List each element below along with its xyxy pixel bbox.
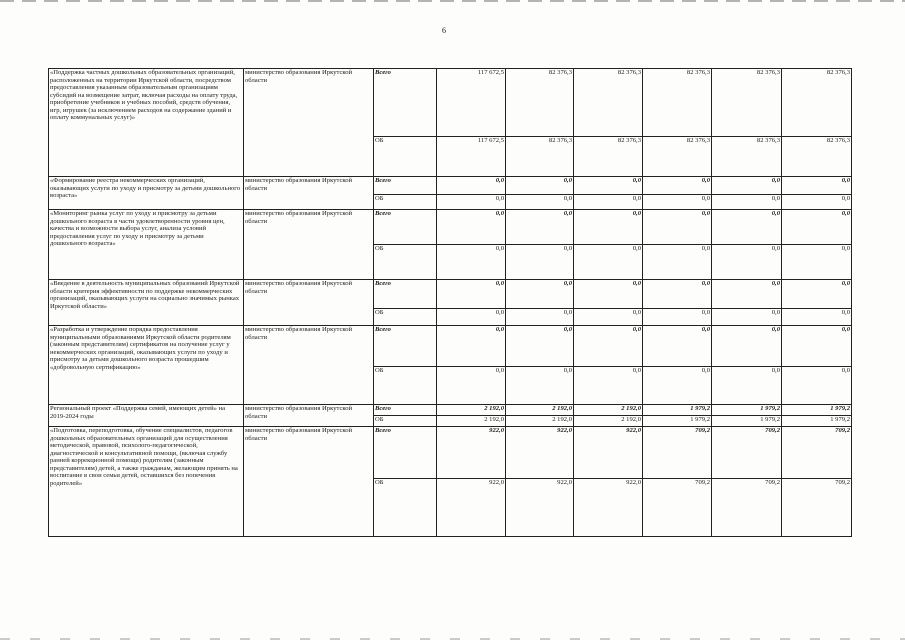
funding-source: Всего [374,280,437,309]
funding-source: ОБ [374,245,437,280]
amount-cell: 82 376,3 [782,137,852,177]
amount-cell: 0,0 [506,245,574,280]
amount-cell: 0,0 [712,367,782,405]
funding-source: ОБ [374,195,437,210]
table-body [49,69,852,537]
funding-source: Всего [374,69,437,137]
funding-source: Всего [374,210,437,245]
amount-cell: 0,0 [712,210,782,245]
amount-cell: 0,0 [712,280,782,309]
amount-cell: 0,0 [506,210,574,245]
funding-source: Всего [374,177,437,195]
amount-cell: 709,2 [643,479,712,537]
amount-cell: 922,0 [437,427,506,479]
amount-cell: 0,0 [574,367,643,405]
executor-cell: министерство образования Иркутской области [244,326,374,405]
amount-cell: 0,0 [782,309,852,326]
amount-cell: 0,0 [643,210,712,245]
amount-cell: 709,2 [712,427,782,479]
table-row [49,280,852,309]
amount-cell: 922,0 [506,479,574,537]
amount-cell: 82 376,3 [506,137,574,177]
amount-cell: 0,0 [506,367,574,405]
amount-cell: 709,2 [712,479,782,537]
amount-cell: 0,0 [574,326,643,367]
table-row [49,210,852,245]
amount-cell: 0,0 [574,245,643,280]
amount-cell: 0,0 [712,309,782,326]
amount-cell: 0,0 [643,326,712,367]
amount-cell: 117 672,5 [437,69,506,137]
amount-cell: 0,0 [643,177,712,195]
amount-cell: 0,0 [782,326,852,367]
amount-cell: 0,0 [574,210,643,245]
activity-name: «Разработка и утверждение порядка предоставления муниципальными образованиями Иркутской области родителям (законным представителям) сертификатов на получение услуг у некоммерческих организаций, оказывающих услуги по уходу и присмотру за детьми дошкольного возраста прошедшим «добровольную сертификацию» [49,326,244,405]
amount-cell: 0,0 [782,177,852,195]
table-row [49,405,852,416]
table-row [49,177,852,195]
amount-cell: 0,0 [643,280,712,309]
amount-cell: 922,0 [574,427,643,479]
page-number: 6 [442,26,446,35]
amount-cell: 0,0 [574,177,643,195]
funding-source: Всего [374,326,437,367]
funding-source: ОБ [374,479,437,537]
executor-cell: министерство образования Иркутской области [244,427,374,537]
amount-cell: 2 192,0 [437,405,506,416]
amount-cell: 0,0 [437,177,506,195]
amount-cell: 0,0 [437,245,506,280]
funding-source: ОБ [374,137,437,177]
amount-cell: 0,0 [506,309,574,326]
amount-cell: 0,0 [574,280,643,309]
amount-cell: 0,0 [782,280,852,309]
activity-name: «Формирование реестра некоммерческих организаций, оказывающих услуги по уходу и присмотру за детьми дошкольного возраста» [49,177,244,210]
executor-cell: министерство образования Иркутской области [244,177,374,210]
table-row [49,427,852,479]
amount-cell: 0,0 [643,367,712,405]
amount-cell: 0,0 [712,195,782,210]
amount-cell: 82 376,3 [574,69,643,137]
amount-cell: 0,0 [643,309,712,326]
funding-source: ОБ [374,367,437,405]
amount-cell: 0,0 [437,326,506,367]
amount-cell: 0,0 [782,195,852,210]
amount-cell: 0,0 [437,309,506,326]
amount-cell: 1 979,2 [712,405,782,416]
funding-source: ОБ [374,309,437,326]
amount-cell: 0,0 [782,210,852,245]
table-row [49,326,852,367]
funding-source: ОБ [374,416,437,427]
amount-cell: 0,0 [782,367,852,405]
budget-table [48,68,852,537]
activity-name: «Введение в деятельность муниципальных образований Иркутской области критерия эффективности по поддержке некоммерческих организаций, оказывающих услуги на социально значимых рынках Иркутской области» [49,280,244,326]
amount-cell: 82 376,3 [712,137,782,177]
amount-cell: 0,0 [712,177,782,195]
amount-cell: 82 376,3 [712,69,782,137]
funding-source: Всего [374,405,437,416]
amount-cell: 0,0 [506,177,574,195]
amount-cell: 82 376,3 [643,137,712,177]
amount-cell: 709,2 [782,479,852,537]
amount-cell: 0,0 [574,195,643,210]
amount-cell: 0,0 [643,195,712,210]
activity-name: «Поддержка частных дошкольных образовательных организаций, расположенных на территории Иркутской области, посредством предоставления указанным образовательным организациям субсидий на возмещение затрат, включая расходы на оплату труда, приобретение учебников и учебных пособий, средств обучения, игр, игрушек (за исключением расходов на содержание зданий и оплату коммунальных услуг)» [49,69,244,177]
amount-cell: 709,2 [643,427,712,479]
amount-cell: 0,0 [574,309,643,326]
executor-cell: министерство образования Иркутской области [244,210,374,280]
amount-cell: 0,0 [643,245,712,280]
amount-cell: 117 672,5 [437,137,506,177]
amount-cell: 0,0 [437,210,506,245]
activity-name: Региональный проект «Поддержка семей, имеющих детей» на 2019-2024 годы [49,405,244,427]
amount-cell: 2 192,0 [574,405,643,416]
amount-cell: 2 192,0 [506,405,574,416]
amount-cell: 82 376,3 [782,69,852,137]
amount-cell: 1 979,2 [782,416,852,427]
scan-edge-top [0,0,905,2]
amount-cell: 1 979,2 [643,416,712,427]
amount-cell: 0,0 [506,280,574,309]
executor-cell: министерство образования Иркутской области [244,280,374,326]
amount-cell: 2 192,0 [574,416,643,427]
amount-cell: 0,0 [437,280,506,309]
amount-cell: 922,0 [574,479,643,537]
amount-cell: 0,0 [437,195,506,210]
amount-cell: 0,0 [506,326,574,367]
amount-cell: 2 192,0 [437,416,506,427]
amount-cell: 0,0 [506,195,574,210]
amount-cell: 0,0 [712,326,782,367]
amount-cell: 2 192,0 [506,416,574,427]
activity-name: «Мониторинг рынка услуг по уходу и присмотру за детьми дошкольного возраста в части удовлетворенности уровня цен, качества и возможности выбора услуг, анализа условий предоставления услуг по уходу и присмотру за детьми дошкольного возраста» [49,210,244,280]
amount-cell: 922,0 [437,479,506,537]
amount-cell: 82 376,3 [574,137,643,177]
amount-cell: 922,0 [506,427,574,479]
amount-cell: 0,0 [782,245,852,280]
amount-cell: 709,2 [782,427,852,479]
executor-cell: министерство образования Иркутской области [244,69,374,177]
amount-cell: 0,0 [712,245,782,280]
table-row [49,69,852,137]
amount-cell: 0,0 [437,367,506,405]
amount-cell: 1 979,2 [712,416,782,427]
amount-cell: 82 376,3 [643,69,712,137]
amount-cell: 82 376,3 [506,69,574,137]
activity-name: «Подготовка, переподготовка, обучение специалистов, педагогов дошкольных образовательных организаций для осуществления методической, правовой, психолого-педагогической, диагностической и консультативной помощи, (включая службу ранней коррекционной помощи) родителям (законным представителям) детей, а также гражданам, желающим принять на воспитание в свои семьи детей, оставшихся без попечения родителей» [49,427,244,537]
executor-cell: министерство образования Иркутской области [244,405,374,427]
amount-cell: 1 979,2 [643,405,712,416]
funding-source: Всего [374,427,437,479]
amount-cell: 1 979,2 [782,405,852,416]
